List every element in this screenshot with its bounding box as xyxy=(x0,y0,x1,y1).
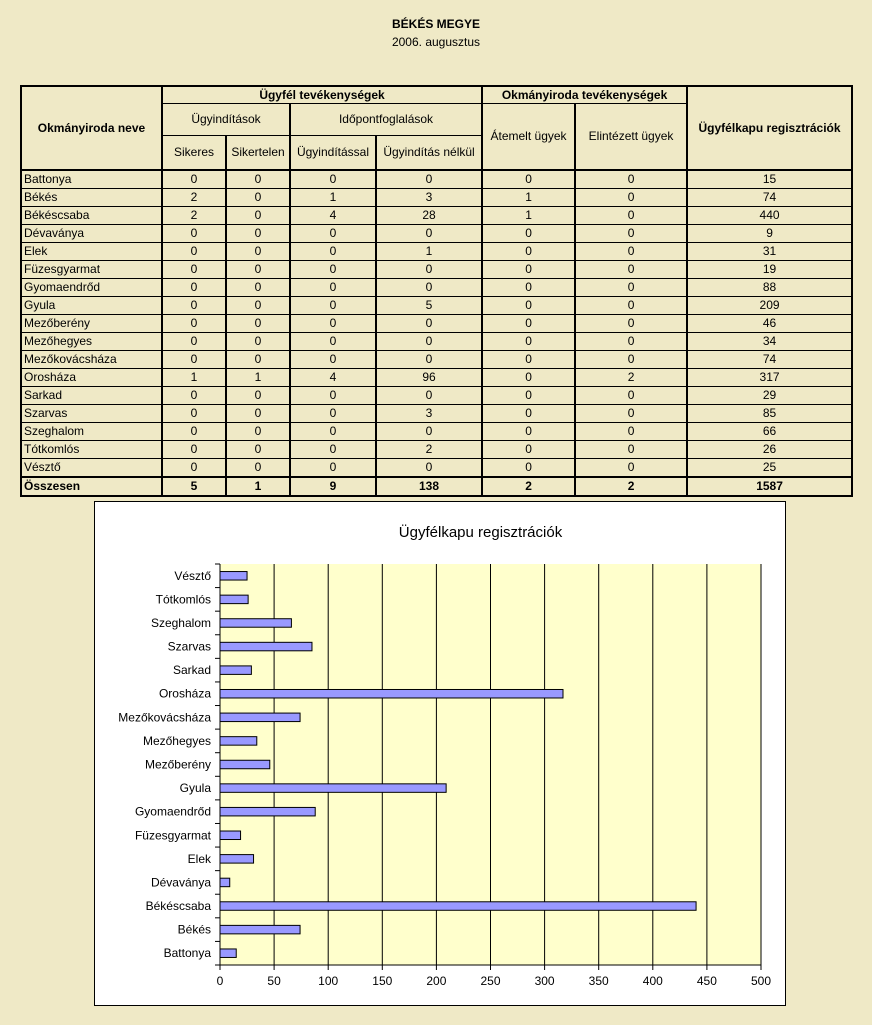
office-name-cell: Békés xyxy=(21,189,162,207)
value-cell: 31 xyxy=(687,243,852,261)
office-name-cell: Füzesgyarmat xyxy=(21,261,162,279)
value-cell: 0 xyxy=(482,333,575,351)
office-name-cell: Sarkad xyxy=(21,387,162,405)
x-tick-label: 250 xyxy=(480,974,501,988)
value-cell: 66 xyxy=(687,423,852,441)
value-cell: 0 xyxy=(376,315,482,333)
table-row xyxy=(21,170,852,189)
table-row xyxy=(21,423,852,441)
y-tick-label: Szarvas xyxy=(167,639,211,654)
office-name-cell: Battonya xyxy=(21,170,162,189)
value-cell: 0 xyxy=(226,405,290,423)
y-tick-label: Sarkad xyxy=(172,663,211,678)
value-cell: 0 xyxy=(482,279,575,297)
header-successful: Sikeres xyxy=(162,136,226,171)
value-cell: 0 xyxy=(376,279,482,297)
value-cell: 0 xyxy=(162,459,226,478)
table-row xyxy=(21,369,852,387)
value-cell: 0 xyxy=(575,459,687,478)
table-row xyxy=(21,243,852,261)
value-cell: 0 xyxy=(162,243,226,261)
value-cell: 0 xyxy=(226,423,290,441)
value-cell: 0 xyxy=(376,423,482,441)
value-cell: 0 xyxy=(290,459,376,478)
value-cell: 0 xyxy=(226,261,290,279)
value-cell: 0 xyxy=(162,387,226,405)
value-cell: 3 xyxy=(376,405,482,423)
value-cell: 0 xyxy=(482,423,575,441)
value-cell: 0 xyxy=(290,261,376,279)
bar xyxy=(220,713,300,721)
x-tick-label: 500 xyxy=(750,974,772,988)
bar xyxy=(220,737,257,745)
bar xyxy=(220,949,236,957)
value-cell: 9 xyxy=(290,477,376,496)
value-cell: 34 xyxy=(687,333,852,351)
value-cell: 0 xyxy=(290,315,376,333)
value-cell: 3 xyxy=(376,189,482,207)
value-cell: 1 xyxy=(290,189,376,207)
y-tick-label: Dévaványa xyxy=(150,875,211,890)
value-cell: 0 xyxy=(575,423,687,441)
bar xyxy=(220,642,312,650)
table-row xyxy=(21,441,852,459)
value-cell: 1 xyxy=(226,477,290,496)
value-cell: 1 xyxy=(376,243,482,261)
y-tick-label: Békéscsaba xyxy=(145,899,211,914)
value-cell: 2 xyxy=(575,369,687,387)
value-cell: 0 xyxy=(162,405,226,423)
bar xyxy=(220,689,563,697)
y-tick-label: Tótkomlós xyxy=(155,592,211,607)
value-cell: 0 xyxy=(290,387,376,405)
value-cell: 96 xyxy=(376,369,482,387)
value-cell: 74 xyxy=(687,189,852,207)
value-cell: 0 xyxy=(575,170,687,189)
value-cell: 0 xyxy=(226,459,290,478)
x-tick-label: 400 xyxy=(642,974,663,988)
value-cell: 1 xyxy=(162,369,226,387)
x-tick-label: 50 xyxy=(267,974,281,988)
office-name-cell: Dévaványa xyxy=(21,225,162,243)
value-cell: 0 xyxy=(482,261,575,279)
value-cell: 0 xyxy=(226,170,290,189)
statistics-table xyxy=(20,85,853,497)
office-name-cell: Szarvas xyxy=(21,405,162,423)
value-cell: 0 xyxy=(290,243,376,261)
bar xyxy=(220,760,270,768)
bar xyxy=(220,619,291,627)
value-cell: 0 xyxy=(226,387,290,405)
header-client-gate-registrations: Ügyfélkapu regisztrációk xyxy=(687,86,852,170)
value-cell: 0 xyxy=(575,441,687,459)
value-cell: 85 xyxy=(687,405,852,423)
page-title: BÉKÉS MEGYE xyxy=(391,17,481,31)
value-cell: 19 xyxy=(687,261,852,279)
page-subtitle: 2006. augusztus xyxy=(391,35,481,49)
value-cell: 0 xyxy=(290,225,376,243)
header-case-initiations: Ügyindítások xyxy=(162,104,290,136)
value-cell: 0 xyxy=(482,405,575,423)
value-cell: 28 xyxy=(376,207,482,225)
bar xyxy=(220,807,315,815)
value-cell: 0 xyxy=(482,297,575,315)
chart-title: Ügyfélkapu regisztrációk xyxy=(398,524,563,541)
value-cell: 46 xyxy=(687,315,852,333)
y-tick-label: Gyomaendrőd xyxy=(134,804,211,819)
y-tick-label: Vésztő xyxy=(174,568,211,583)
x-tick-label: 150 xyxy=(372,974,393,988)
value-cell: 0 xyxy=(226,279,290,297)
value-cell: 0 xyxy=(482,459,575,478)
value-cell: 0 xyxy=(482,441,575,459)
value-cell: 0 xyxy=(226,243,290,261)
value-cell: 0 xyxy=(226,351,290,369)
y-tick-label: Mezőhegyes xyxy=(142,733,211,748)
value-cell: 25 xyxy=(687,459,852,478)
value-cell: 0 xyxy=(376,333,482,351)
value-cell: 0 xyxy=(575,261,687,279)
value-cell: 0 xyxy=(482,170,575,189)
value-cell: 0 xyxy=(376,225,482,243)
office-name-cell: Mezőhegyes xyxy=(21,333,162,351)
y-tick-label: Battonya xyxy=(163,946,211,961)
value-cell: 88 xyxy=(687,279,852,297)
table-row xyxy=(21,297,852,315)
office-name-cell: Elek xyxy=(21,243,162,261)
header-group-client-activities: Ügyfél tevékenységek xyxy=(162,86,482,104)
table-row xyxy=(21,333,852,351)
table-row xyxy=(21,261,852,279)
y-tick-label: Elek xyxy=(187,851,211,866)
value-cell: 4 xyxy=(290,369,376,387)
bar xyxy=(220,878,230,886)
y-tick-label: Szeghalom xyxy=(150,615,211,630)
header-group-office-activities: Okmányiroda tevékenységek xyxy=(482,86,687,104)
value-cell: 0 xyxy=(290,423,376,441)
value-cell: 0 xyxy=(290,405,376,423)
y-tick-label: Mezőkovácsháza xyxy=(118,710,211,725)
value-cell: 0 xyxy=(575,225,687,243)
bar xyxy=(220,855,254,863)
bar xyxy=(220,666,251,674)
value-cell: 74 xyxy=(687,351,852,369)
value-cell: 0 xyxy=(376,170,482,189)
x-tick-label: 200 xyxy=(426,974,447,988)
value-cell: 0 xyxy=(482,225,575,243)
value-cell: 209 xyxy=(687,297,852,315)
value-cell: 0 xyxy=(575,333,687,351)
value-cell: 0 xyxy=(226,207,290,225)
office-name-cell: Gyula xyxy=(21,297,162,315)
value-cell: 0 xyxy=(226,297,290,315)
y-tick-label: Mezőberény xyxy=(144,757,211,772)
value-cell: 0 xyxy=(226,333,290,351)
table-row xyxy=(21,459,852,478)
bar xyxy=(220,831,241,839)
value-cell: 4 xyxy=(290,207,376,225)
bar xyxy=(220,572,247,580)
value-cell: 0 xyxy=(575,243,687,261)
header-completed-cases: Elintézett ügyek xyxy=(575,104,687,171)
value-cell: 0 xyxy=(376,351,482,369)
value-cell: 26 xyxy=(687,441,852,459)
table-row xyxy=(21,189,852,207)
value-cell: 0 xyxy=(482,369,575,387)
office-name-cell: Tótkomlós xyxy=(21,441,162,459)
table-row xyxy=(21,207,852,225)
header-unsuccessful: Sikertelen xyxy=(226,136,290,171)
total-row xyxy=(21,477,852,496)
table-row xyxy=(21,225,852,243)
value-cell: 0 xyxy=(482,315,575,333)
value-cell: 0 xyxy=(575,351,687,369)
table-row xyxy=(21,279,852,297)
x-tick-label: 450 xyxy=(696,974,717,988)
office-name-cell: Orosháza xyxy=(21,369,162,387)
table-row xyxy=(21,351,852,369)
x-tick-label: 350 xyxy=(588,974,609,988)
value-cell: 0 xyxy=(482,243,575,261)
value-cell: 1 xyxy=(482,189,575,207)
header-with-initiation: Ügyindítással xyxy=(290,136,376,171)
value-cell: 0 xyxy=(482,351,575,369)
office-name-cell: Összesen xyxy=(21,477,162,496)
bar xyxy=(220,902,696,910)
value-cell: 1587 xyxy=(687,477,852,496)
value-cell: 0 xyxy=(226,225,290,243)
value-cell: 0 xyxy=(162,333,226,351)
value-cell: 29 xyxy=(687,387,852,405)
value-cell: 2 xyxy=(162,207,226,225)
value-cell: 440 xyxy=(687,207,852,225)
value-cell: 0 xyxy=(290,351,376,369)
office-name-cell: Mezőberény xyxy=(21,315,162,333)
value-cell: 2 xyxy=(162,189,226,207)
value-cell: 0 xyxy=(162,170,226,189)
x-tick-label: 100 xyxy=(318,974,339,988)
y-tick-label: Gyula xyxy=(179,781,211,796)
bar xyxy=(220,784,446,792)
value-cell: 0 xyxy=(162,279,226,297)
value-cell: 0 xyxy=(162,441,226,459)
value-cell: 0 xyxy=(290,333,376,351)
table-row xyxy=(21,405,852,423)
value-cell: 2 xyxy=(376,441,482,459)
value-cell: 0 xyxy=(226,441,290,459)
value-cell: 1 xyxy=(226,369,290,387)
y-tick-label: Békés xyxy=(177,922,211,937)
office-name-cell: Vésztő xyxy=(21,459,162,478)
header-transferred-cases: Átemelt ügyek xyxy=(482,104,575,171)
y-tick-label: Füzesgyarmat xyxy=(134,828,211,843)
value-cell: 9 xyxy=(687,225,852,243)
value-cell: 0 xyxy=(226,189,290,207)
registrations-chart xyxy=(94,501,786,1006)
value-cell: 138 xyxy=(376,477,482,496)
x-tick-label: 300 xyxy=(534,974,555,988)
value-cell: 0 xyxy=(575,207,687,225)
value-cell: 5 xyxy=(376,297,482,315)
y-tick-label: Orosháza xyxy=(158,686,211,701)
value-cell: 0 xyxy=(226,315,290,333)
bar xyxy=(220,925,300,933)
x-tick-label: 0 xyxy=(216,974,224,988)
value-cell: 0 xyxy=(575,297,687,315)
value-cell: 0 xyxy=(290,279,376,297)
value-cell: 0 xyxy=(376,261,482,279)
value-cell: 0 xyxy=(162,297,226,315)
header-office-name: Okmányiroda neve xyxy=(21,86,162,170)
value-cell: 0 xyxy=(575,279,687,297)
office-name-cell: Békéscsaba xyxy=(21,207,162,225)
value-cell: 0 xyxy=(162,225,226,243)
value-cell: 0 xyxy=(575,405,687,423)
chart-canvas xyxy=(95,502,785,1005)
value-cell: 0 xyxy=(290,441,376,459)
table-row xyxy=(21,315,852,333)
value-cell: 0 xyxy=(290,170,376,189)
value-cell: 0 xyxy=(575,189,687,207)
value-cell: 0 xyxy=(162,315,226,333)
value-cell: 5 xyxy=(162,477,226,496)
value-cell: 0 xyxy=(482,387,575,405)
value-cell: 0 xyxy=(575,315,687,333)
header-appointments: Időpontfoglalások xyxy=(290,104,482,136)
value-cell: 0 xyxy=(162,351,226,369)
value-cell: 0 xyxy=(376,387,482,405)
table-row xyxy=(21,387,852,405)
value-cell: 0 xyxy=(162,423,226,441)
value-cell: 0 xyxy=(376,459,482,478)
value-cell: 0 xyxy=(162,261,226,279)
value-cell: 317 xyxy=(687,369,852,387)
value-cell: 0 xyxy=(290,297,376,315)
value-cell: 2 xyxy=(575,477,687,496)
value-cell: 15 xyxy=(687,170,852,189)
office-name-cell: Mezőkovácsháza xyxy=(21,351,162,369)
office-name-cell: Gyomaendrőd xyxy=(21,279,162,297)
value-cell: 2 xyxy=(482,477,575,496)
value-cell: 1 xyxy=(482,207,575,225)
bar xyxy=(220,595,248,603)
value-cell: 0 xyxy=(575,387,687,405)
header-without-initiation: Ügyindítás nélkül xyxy=(376,136,482,171)
office-name-cell: Szeghalom xyxy=(21,423,162,441)
